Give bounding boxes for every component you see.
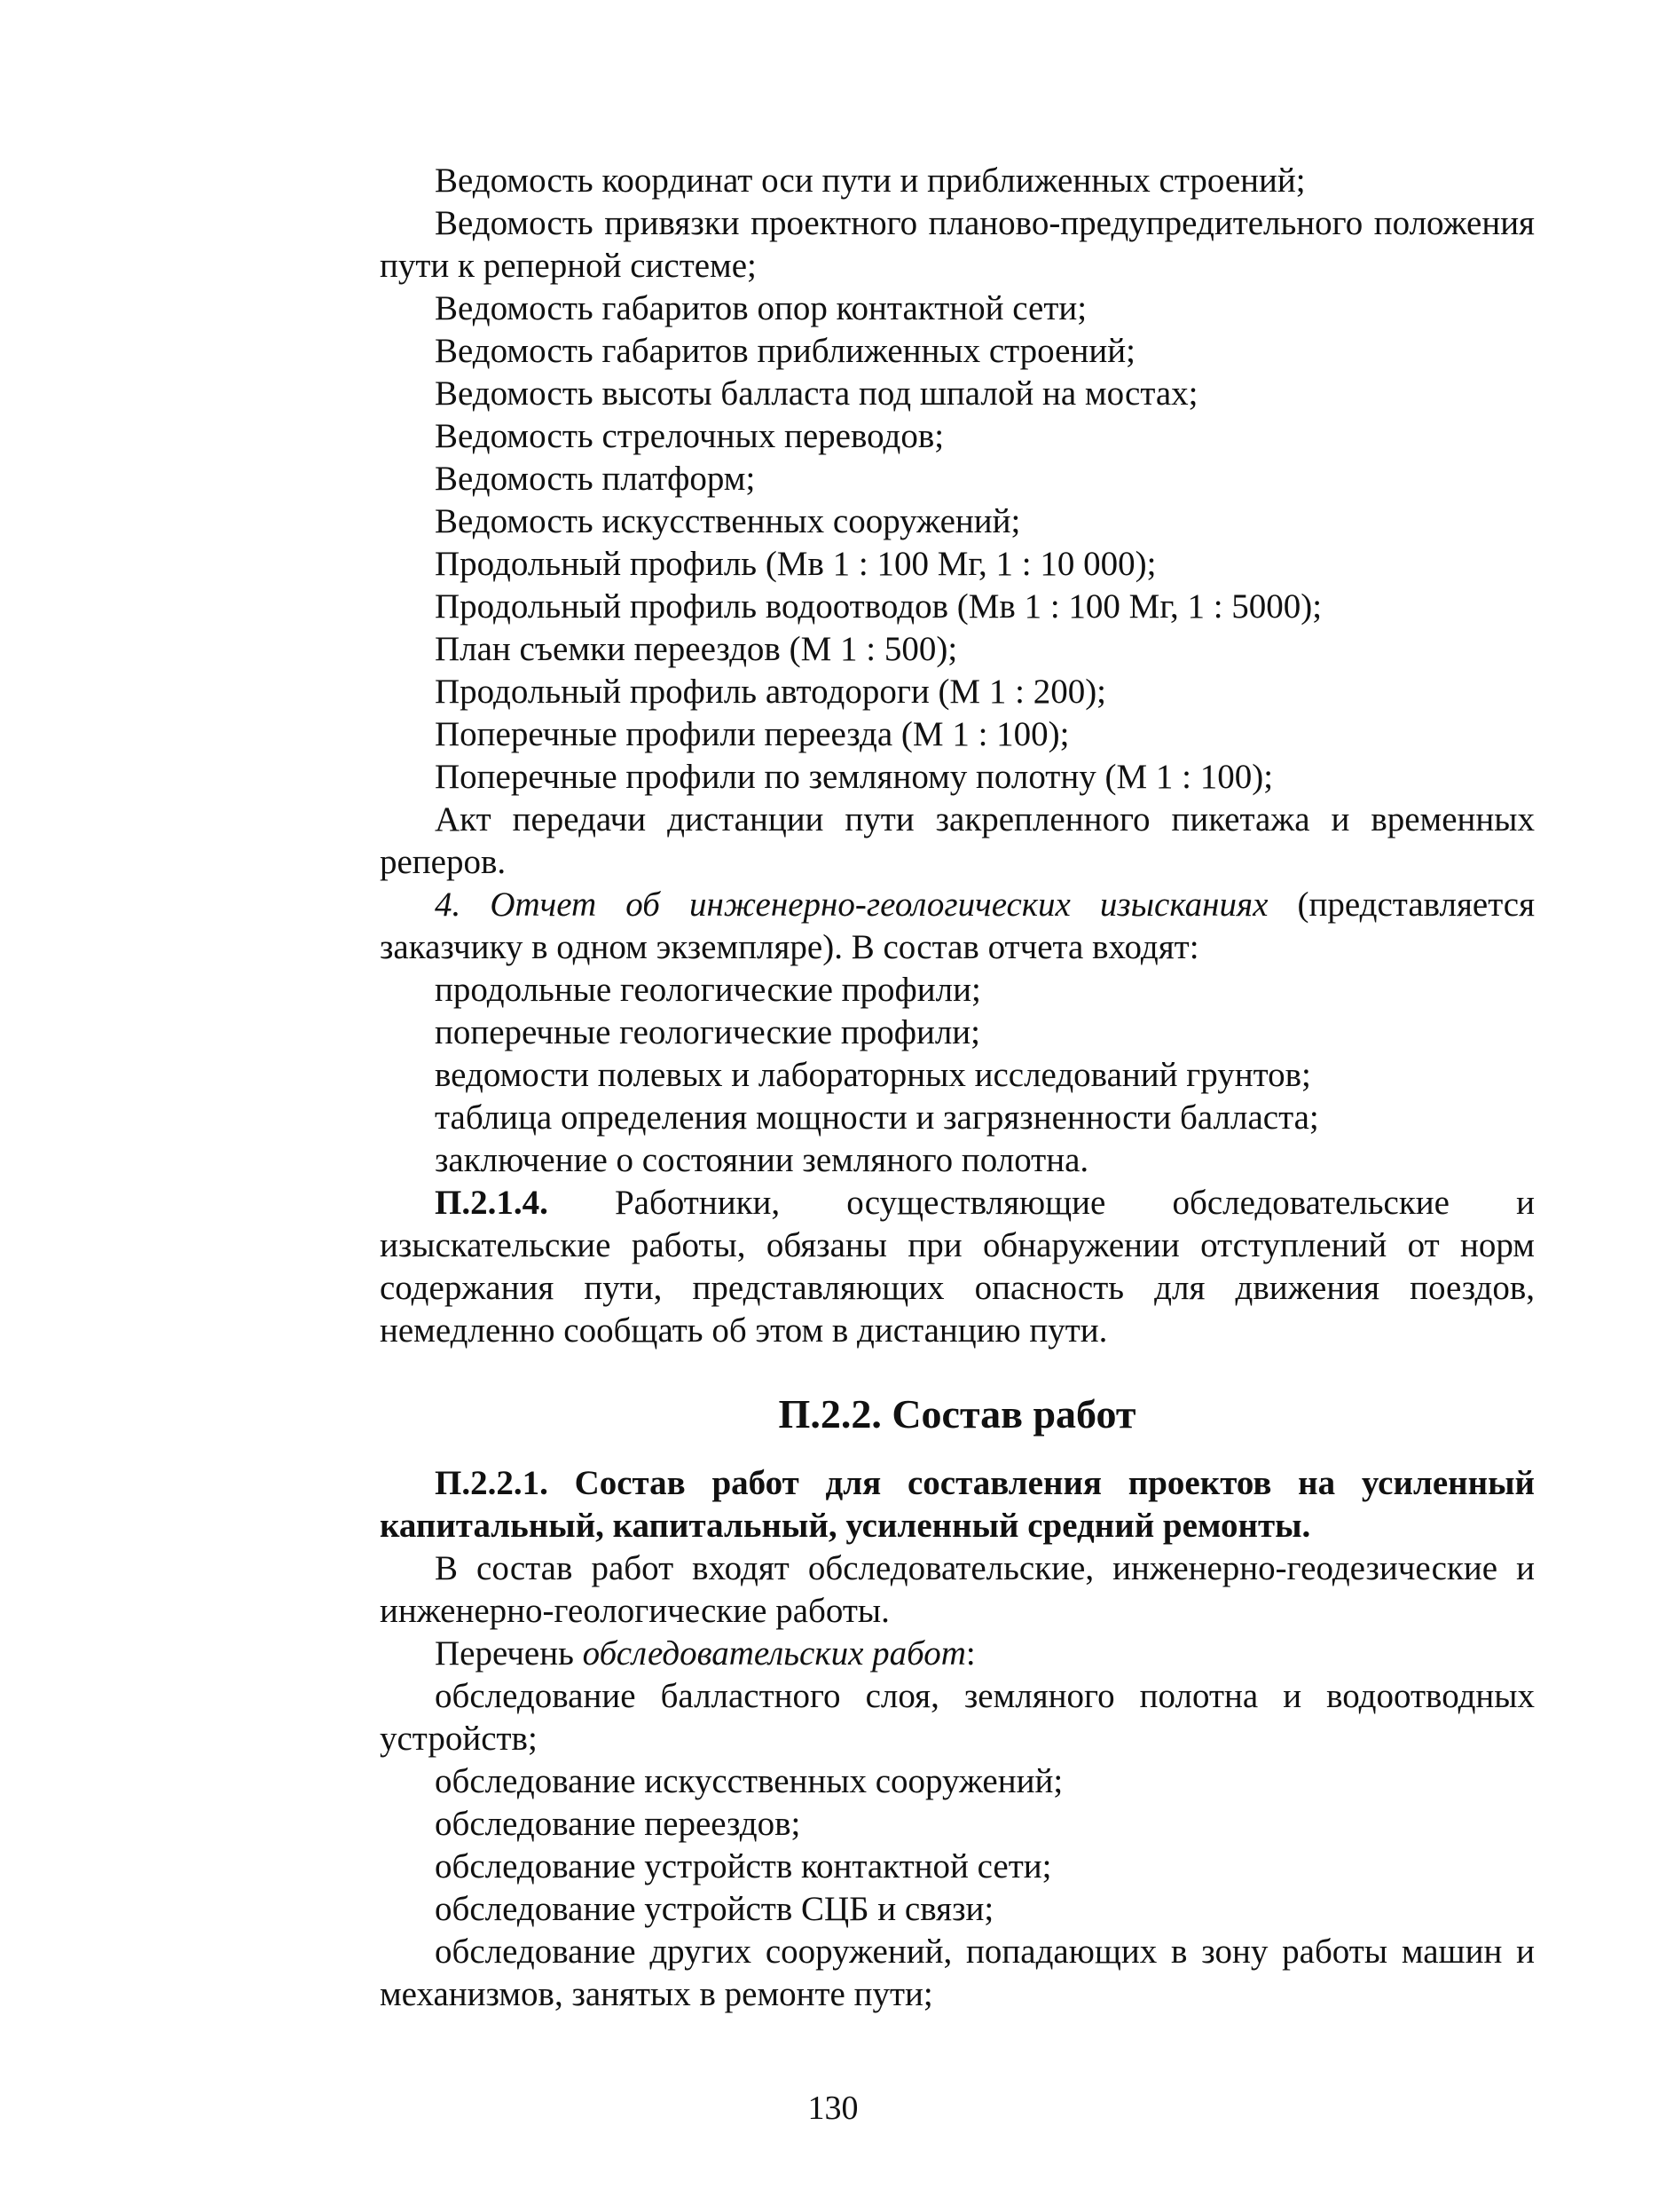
list-item: поперечные геологические профили; xyxy=(435,1013,981,1051)
list-item: Ведомость координат оси пути и приближенных строений; xyxy=(435,161,1306,200)
list-item: Ведомость платформ; xyxy=(435,460,756,498)
list-item: Ведомость искусственных сооружений; xyxy=(435,502,1021,540)
document-page xyxy=(380,160,1535,2016)
list-item: обследование устройств СЦБ и связи; xyxy=(435,1890,994,1928)
list-item: Продольный профиль водоотводов (Мв 1 : 100 Мг, 1 : 5000); xyxy=(435,587,1323,626)
survey-intro-suffix: : xyxy=(965,1634,976,1673)
clause-text: Работники, осуществляющие обследовательские и изыскательские работы, обязаны при обнаружении отступлений от норм содержания пути, представляющих опасность для движения поездов, немедленно сообщать об этом в дистанцию пути. xyxy=(380,1184,1535,1350)
list-item: продольные геологические профили; xyxy=(435,971,981,1009)
list-item: таблица определения мощности и загрязненности балласта; xyxy=(435,1098,1319,1137)
survey-intro-italic: обследовательских работ xyxy=(582,1634,966,1673)
report-text: (представляется заказчику в одном экземпляре). В состав отчета входят: xyxy=(380,886,1536,966)
composition-paragraph: В состав работ входят обследовательские, инженерно-геодезические и инженерно-геологические работы. xyxy=(380,1549,1535,1630)
list-item: Ведомость высоты балласта под шпалой на мостах; xyxy=(435,374,1198,413)
list-item: заключение о состоянии земляного полотна. xyxy=(435,1141,1089,1179)
list-item: Поперечные профили по земляному полотну (М 1 : 100); xyxy=(435,758,1274,796)
list-item: Ведомость габаритов опор контактной сети; xyxy=(435,289,1088,327)
list-item: Ведомость привязки проектного планово-предупредительного положения пути к реперной системе; xyxy=(380,204,1535,285)
survey-intro xyxy=(380,1633,1535,1675)
list-item: обследование переездов; xyxy=(435,1805,801,1843)
clause-number: П.2.1.4. xyxy=(435,1184,548,1222)
statements-list xyxy=(380,160,1535,884)
survey-list xyxy=(380,1675,1535,2016)
section-heading: П.2.2. Состав работ xyxy=(778,1391,1136,1437)
list-item: Продольный профиль (Мв 1 : 100 Мг, 1 : 10 000); xyxy=(435,545,1157,583)
list-item: Продольный профиль автодороги (М 1 : 200); xyxy=(435,673,1107,711)
list-item: План съемки переездов (М 1 : 500); xyxy=(435,630,958,668)
list-item: ведомости полевых и лабораторных исследований грунтов; xyxy=(435,1056,1311,1094)
list-item: обследование других сооружений, попадающих в зону работы машин и механизмов, занятых в ремонте пути; xyxy=(380,1933,1535,2013)
subsection-heading: П.2.2.1. Состав работ для составления проектов на усиленный капитальный, капитальный, усиленный средний ремонты. xyxy=(380,1464,1535,1545)
page-number: 130 xyxy=(807,2090,859,2127)
report-title: 4. Отчет об инженерно-геологических изысканиях xyxy=(435,886,1269,924)
clause-paragraph xyxy=(380,1182,1535,1352)
list-item: обследование искусственных сооружений; xyxy=(435,1762,1064,1800)
list-item: Ведомость стрелочных переводов; xyxy=(435,417,945,455)
report-paragraph xyxy=(380,884,1535,969)
report-contents-list xyxy=(380,969,1535,1182)
survey-intro-prefix: Перечень xyxy=(435,1634,583,1673)
list-item: Акт передачи дистанции пути закрепленного пикетажа и временных реперов. xyxy=(380,800,1535,881)
list-item: Поперечные профили переезда (М 1 : 100); xyxy=(435,715,1070,753)
list-item: Ведомость габаритов приближенных строений; xyxy=(435,332,1136,370)
list-item: обследование балластного слоя, земляного полотна и водоотводных устройств; xyxy=(380,1677,1535,1758)
list-item: обследование устройств контактной сети; xyxy=(435,1847,1052,1885)
